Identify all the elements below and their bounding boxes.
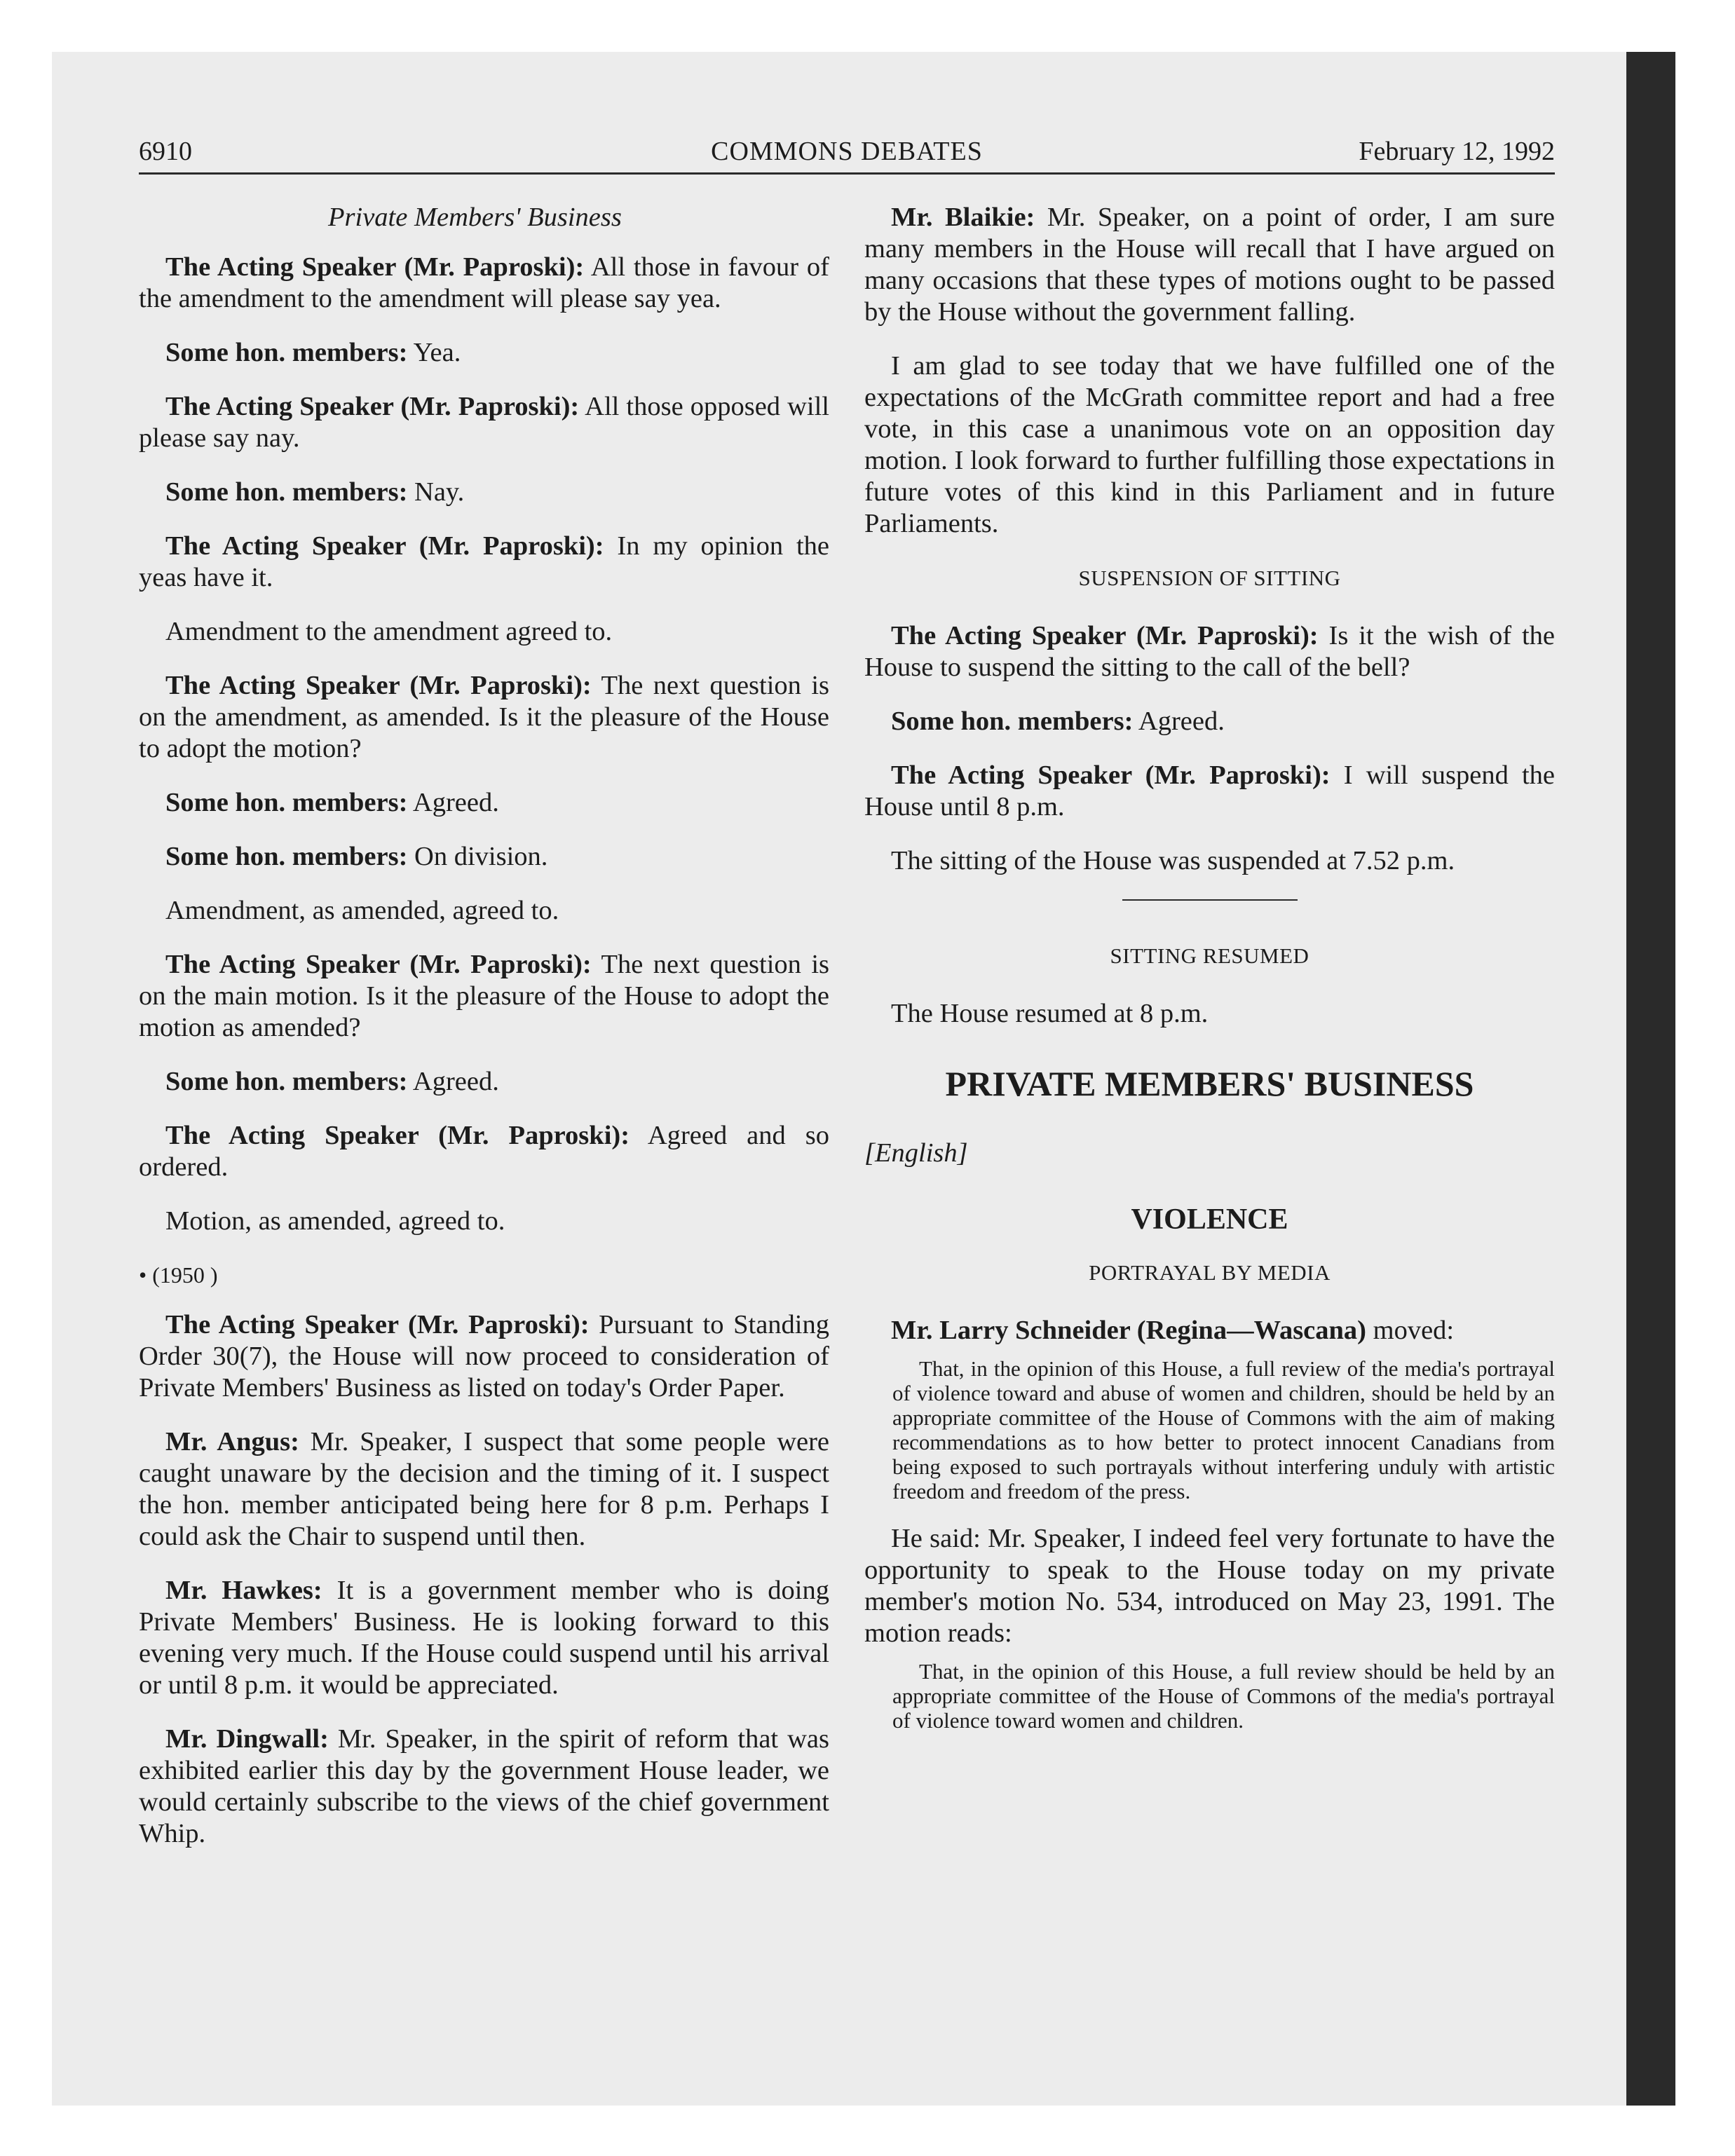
language-marker: [English] (864, 1138, 968, 1168)
paragraph (139, 841, 829, 873)
speech-text: It is a government member who is doing Private Members' Business. He is looking forward to this evening very much. If the House could suspend until his arrival or until 8 p.m. it would be appreciated. (139, 1576, 829, 1700)
speech-text: All those in favour of the amendment to the amendment will please say yea. (139, 252, 829, 313)
time-marker: • (1950 ) (139, 1262, 218, 1288)
speech-text: Yea. (407, 338, 461, 367)
procedural-note: Motion, as amended, agreed to. (165, 1206, 505, 1236)
speaker-name: The Acting Speaker (Mr. Paproski): (165, 1121, 630, 1150)
paragraph (864, 706, 1555, 737)
procedural-note: Amendment, as amended, agreed to. (165, 896, 559, 925)
speaker-name: Mr. Larry Schneider (Regina—Wascana) (891, 1316, 1366, 1345)
speech-text: Agreed. (407, 1067, 499, 1096)
scan-edge (1626, 52, 1675, 2106)
speaker-name: The Acting Speaker (Mr. Paproski): (165, 671, 592, 700)
paragraph (139, 1066, 829, 1098)
right-column (864, 202, 1555, 1752)
paragraph (864, 1315, 1555, 1346)
speech-text: Mr. Speaker, on a point of order, I am sure many members in the House will recall that I have argued on many occasions that these types of motions ought to be passed by the House without the government falling. (864, 203, 1556, 327)
speech-text: The next question is on the main motion. Is it the pleasure of the House to adopt the motion as amended? (139, 950, 830, 1042)
speaker-name: Mr. Angus: (165, 1427, 299, 1456)
speech-text: Agreed. (407, 788, 499, 817)
speaker-name: Some hon. members: (165, 338, 408, 367)
paragraph (139, 1309, 829, 1404)
paragraph (864, 760, 1555, 823)
motion-quote: That, in the opinion of this House, a full review should be held by an appropriate committee of the House of Commons of the media's portrayal of violence toward women and children. (892, 1659, 1555, 1733)
paragraph (139, 477, 829, 508)
speech-text: On division. (407, 842, 548, 871)
paragraph (864, 202, 1555, 328)
procedural-note: The House resumed at 8 p.m. (891, 999, 1209, 1028)
paragraph: He said: Mr. Speaker, I indeed feel very fortunate to have the opportunity to speak to the House today on my private member's motion No. 534, introduced on May 23, 1991. The motion reads: (864, 1524, 1555, 1648)
speech-text: Nay. (407, 477, 465, 507)
speech-text: Pursuant to Standing Order 30(7), the House will now proceed to consideration of Private Members' Business as listed on today's Order Paper. (139, 1310, 829, 1403)
speech-text: In my opinion the yeas have it. (139, 531, 829, 592)
speech-text: All those opposed will please say nay. (139, 392, 829, 453)
page-number: 6910 (139, 137, 192, 166)
page-header (139, 133, 1555, 175)
speech-text: Agreed. (1133, 707, 1225, 736)
subtopic-heading: PORTRAYAL BY MEDIA (1089, 1260, 1331, 1285)
paragraph (139, 391, 829, 454)
suspension-heading: SUSPENSION OF SITTING (1078, 566, 1341, 590)
speaker-name: The Acting Speaker (Mr. Paproski): (891, 621, 1319, 650)
paragraph: I am glad to see today that we have fulfilled one of the expectations of the McGrath committee report and had a free vote, in this case a unanimous vote on an opposition day motion. I look forward to further fulfilling those expectations in future votes of this kind in this Parliament and in future Parliaments. (864, 351, 1555, 538)
speaker-name: Some hon. members: (165, 1067, 408, 1096)
speaker-name: The Acting Speaker (Mr. Paproski): (165, 531, 604, 561)
speaker-name: The Acting Speaker (Mr. Paproski): (165, 950, 592, 979)
paragraph (864, 620, 1555, 683)
procedural-note: The sitting of the House was suspended at 7.52 p.m. (891, 846, 1455, 875)
procedural-note: Amendment to the amendment agreed to. (165, 617, 613, 646)
paragraph (139, 949, 829, 1044)
topic-heading: VIOLENCE (1131, 1203, 1288, 1236)
section-label: Private Members' Business (328, 203, 622, 232)
paragraph (139, 531, 829, 594)
paragraph (139, 1575, 829, 1701)
speaker-name: The Acting Speaker (Mr. Paproski): (165, 1310, 590, 1339)
speaker-name: The Acting Speaker (Mr. Paproski): (165, 252, 585, 282)
motion-quote: That, in the opinion of this House, a full review of the media's portrayal of violence toward and abuse of women and children, should be held by an appropriate committee of the House of Commons with the aim of making recommendations as to how better to protect innocent Canadians from being exposed to such portrayals without interfering unduly with artistic freedom and freedom of the press. (892, 1356, 1555, 1503)
left-column (139, 202, 829, 1872)
speaker-name: Some hon. members: (165, 842, 408, 871)
speech-text: Mr. Speaker, in the spirit of reform that was exhibited earlier this day by the government House leader, we would certainly subscribe to the views of the chief government Whip. (139, 1724, 829, 1848)
paragraph (139, 1724, 829, 1850)
paragraph (139, 252, 829, 315)
page-date: February 12, 1992 (1359, 137, 1555, 166)
speech-text: moved: (1366, 1316, 1455, 1345)
speech-text: The next question is on the amendment, as amended. Is it the pleasure of the House to adopt the motion? (139, 671, 830, 763)
speaker-name: Mr. Dingwall: (165, 1724, 329, 1754)
speaker-name: Some hon. members: (891, 707, 1134, 736)
paragraph (139, 670, 829, 765)
speaker-name: Some hon. members: (165, 477, 408, 507)
section-divider (1122, 899, 1298, 901)
speech-text: I will suspend the House until 8 p.m. (864, 760, 1555, 821)
speaker-name: Mr. Blaikie: (891, 203, 1035, 232)
resumed-heading: SITTING RESUMED (1110, 943, 1309, 968)
speaker-name: The Acting Speaker (Mr. Paproski): (165, 392, 580, 421)
speech-text: Mr. Speaker, I suspect that some people were caught unaware by the decision and the timing of it. I suspect the hon. member anticipated being here for 8 p.m. Perhaps I could ask the Chair to suspend until then. (139, 1427, 830, 1551)
speaker-name: Mr. Hawkes: (165, 1576, 322, 1605)
speech-text: Is it the wish of the House to suspend the sitting to the call of the bell? (864, 621, 1556, 682)
speaker-name: Some hon. members: (165, 788, 408, 817)
paragraph (139, 1120, 829, 1183)
paragraph (139, 337, 829, 369)
speech-text: Agreed and so ordered. (139, 1121, 829, 1182)
paragraph (139, 787, 829, 819)
business-heading: PRIVATE MEMBERS' BUSINESS (945, 1064, 1474, 1103)
speaker-name: The Acting Speaker (Mr. Paproski): (891, 760, 1331, 790)
paragraph (139, 1426, 829, 1553)
publication-title: COMMONS DEBATES (711, 137, 983, 166)
